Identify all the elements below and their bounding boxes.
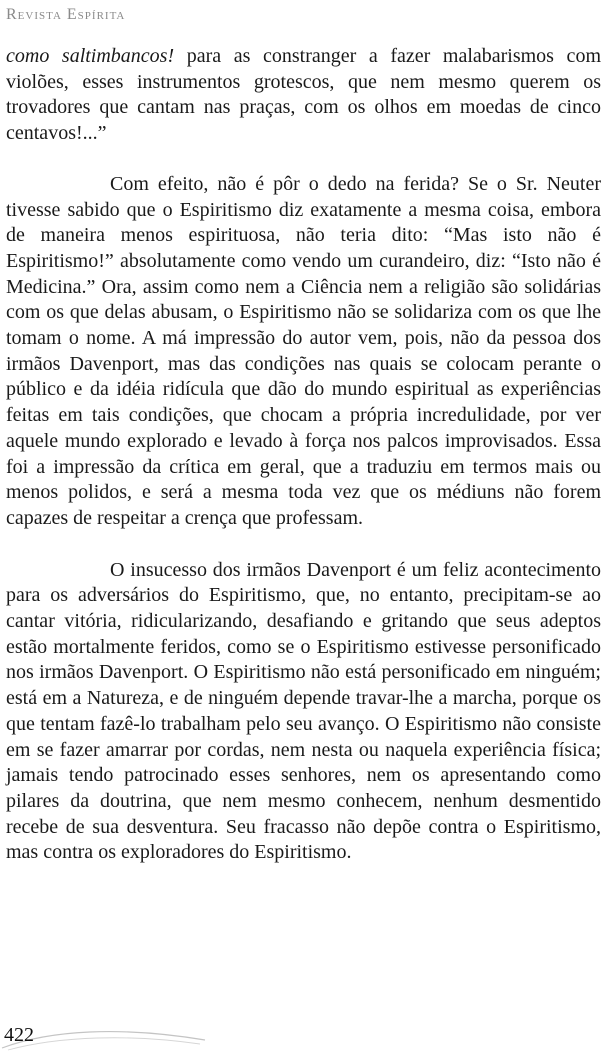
italic-phrase: como saltimbancos!: [6, 45, 175, 67]
running-head: Revista Espírita: [6, 6, 126, 23]
paragraph-2: Com efeito, não é pôr o dedo na ferida? Se o Sr. Neuter tivesse sabido que o Espiritismo diz exatamente a mesma coisa, embora de maneira menos espirituosa, não teria dito: “Mas isto não é Espiritismo!” absolutamente como vendo um curandeiro, diz: “Isto não é Medicina.” Ora, assim como nem a Ciência nem a religião são solidárias com os que delas abusam, o Espiritismo não se solidariza com os que lhe tomam o nome. A má impressão do autor vem, pois, não da pessoa dos irmãos Davenport, mas das condições nas quais se colocam perante o público e da idéia ridícula que dão do mundo espiritual as experiências feitas em tais condições, que chocam a própria incredulidade, por ver aquele mundo explorado e levado à força nos palcos improvisados. Essa foi a impressão da crítica em geral, que a traduziu em termos mais ou menos polidos, e será a mesma toda vez que os médiuns não forem capazes de respeitar a crença que professam.: [6, 172, 601, 529]
page-body: [6, 44, 601, 866]
paragraph-continuation: [6, 44, 601, 147]
page-number: 422: [4, 1024, 34, 1046]
paragraph-3: O insucesso dos irmãos Davenport é um feliz acontecimento para os adversários do Espiritismo, que, no entanto, precipitam-se ao cantar vitória, ridicularizando, desafiando e gritando que seus adeptos estão mortalmente feridos, como se o Espiritismo estivesse personificado nos irmãos Davenport. O Espiritismo não está personificado em ninguém; está em a Natureza, e de ninguém depende travar-lhe a marcha, porque os que tentam fazê-lo trabalham pelo seu avanço. O Espiritismo não consiste em se fazer amarrar por cordas, nem nesta ou naquela experiência física; jamais tendo patrocinado esses senhores, nem os apresentando como pilares da doutrina, que nem mesmo conhecem, nenhum desmentido recebe de sua desventura. Seu fracasso não depõe contra o Espiritismo, mas contra os exploradores do Espiritismo.: [6, 558, 601, 864]
paragraph-continuation-text: para as constranger a fazer malabarismos com violões, esses instrumentos grotescos, que nem mesmo querem os trovadores que cantam nas praças, com os olhos em moedas de cinco centavos!...”: [6, 45, 601, 145]
